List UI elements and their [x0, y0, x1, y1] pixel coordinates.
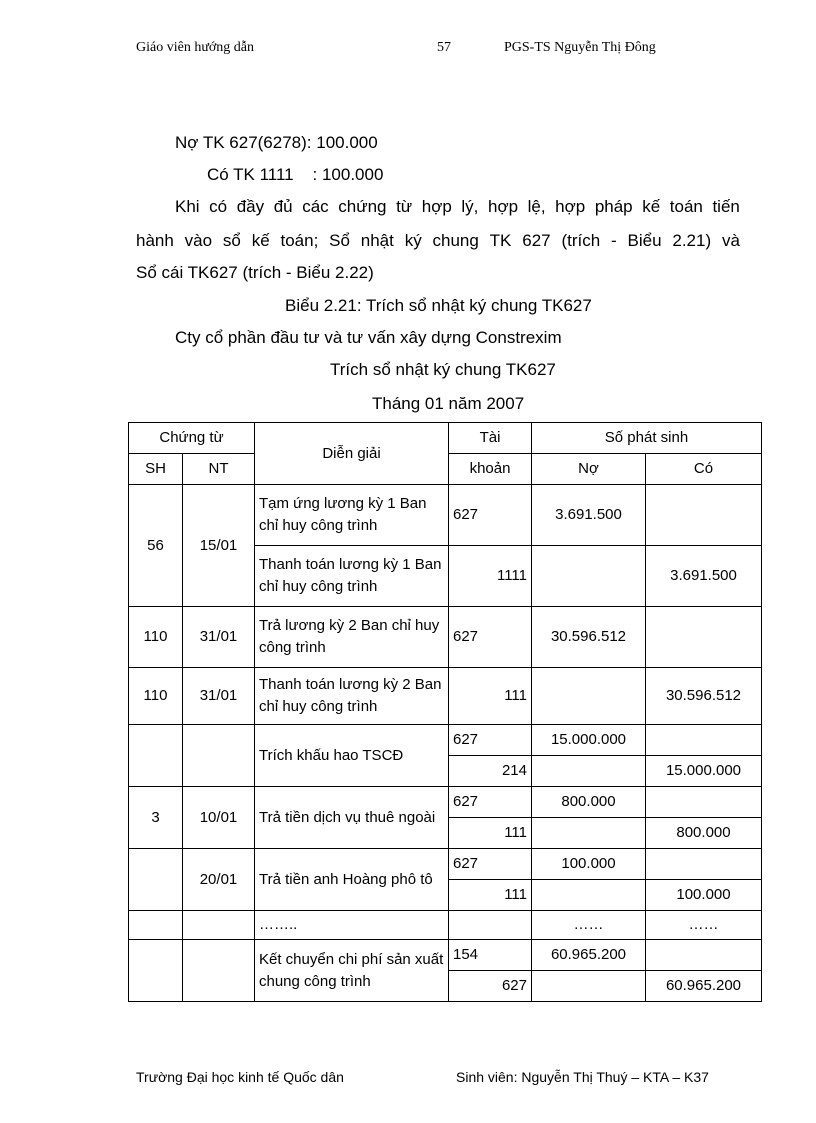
cell-account: 154: [449, 940, 532, 971]
word: 2.21): [672, 231, 712, 250]
word: kế: [642, 197, 661, 216]
cell-account: 214: [449, 756, 532, 787]
cell-debit: [532, 756, 646, 787]
cell-dien-giai: Thanh toán lương kỳ 1 Ban chỉ huy công trình: [255, 546, 449, 607]
figure-caption: Biểu 2.21: Trích sổ nhật ký chung TK627: [285, 296, 592, 315]
cell-sh: 110: [129, 607, 183, 668]
cell-nt: [183, 725, 255, 787]
cell-dien-giai: Tạm ứng lương kỳ 1 Ban chỉ huy công trình: [255, 485, 449, 546]
table-period: Tháng 01 năm 2007: [372, 394, 525, 413]
word: Sổ: [329, 231, 350, 250]
cell-debit: 800.000: [532, 787, 646, 818]
word: sổ: [222, 231, 241, 250]
header-co: Có: [646, 454, 762, 485]
cell-nt: 10/01: [183, 787, 255, 849]
table-header-row: [129, 423, 762, 454]
word: lệ,: [527, 197, 546, 216]
cell-credit: 800.000: [646, 818, 762, 849]
cell-dien-giai: Kết chuyển chi phí sản xuất chung công trình: [255, 940, 449, 1002]
header-sh: SH: [129, 454, 183, 485]
cell-dien-giai: Trả tiền dịch vụ thuê ngoài: [255, 787, 449, 849]
header-tai-khoan-1: Tài: [449, 423, 532, 454]
cell-nt: [183, 911, 255, 940]
cell-account: 627: [449, 485, 532, 546]
cell-account: 627: [449, 787, 532, 818]
word: chứng: [338, 197, 387, 216]
word: lý,: [461, 197, 479, 216]
table-row: [129, 849, 762, 880]
word: nhật: [360, 231, 394, 250]
cell-credit: 15.000.000: [646, 756, 762, 787]
word: Biểu: [627, 231, 662, 250]
word: (trích: [561, 231, 601, 250]
word: hợp: [487, 197, 519, 216]
journal-table: [128, 422, 762, 1002]
header-tai-khoan-2: khoản: [449, 454, 532, 485]
credit-line: Có TK 1111 : 100.000: [207, 165, 384, 184]
word: và: [721, 231, 740, 250]
word: toán: [669, 197, 703, 216]
cell-account: 111: [449, 880, 532, 911]
footer-left: Trường Đại học kinh tế Quốc dân: [136, 1069, 344, 1085]
cell-debit: [532, 818, 646, 849]
cell-nt: 15/01: [183, 485, 255, 607]
cell-debit: [532, 971, 646, 1002]
cell-account: 627: [449, 849, 532, 880]
word: hành: [136, 231, 174, 250]
cell-debit: [532, 880, 646, 911]
word: đủ: [273, 197, 293, 216]
cell-credit: [646, 725, 762, 756]
cell-debit: 3.691.500: [532, 485, 646, 546]
cell-debit: 100.000: [532, 849, 646, 880]
cell-account: 627: [449, 607, 532, 668]
cell-credit: 3.691.500: [646, 546, 762, 607]
paragraph-line-2: [136, 231, 740, 251]
footer-right: Sinh viên: Nguyễn Thị Thuý – KTA – K37: [456, 1069, 709, 1085]
table-row: [129, 485, 762, 546]
cell-sh: 110: [129, 668, 183, 725]
cell-nt: 31/01: [183, 668, 255, 725]
cell-sh: [129, 849, 183, 911]
header-dien-giai: Diễn giải: [255, 423, 449, 485]
header-left: Giáo viên hướng dẫn: [136, 40, 255, 55]
table-row: [129, 668, 762, 725]
cell-sh: [129, 911, 183, 940]
cell-account: 627: [449, 725, 532, 756]
cell-debit: [532, 668, 646, 725]
word: hợp: [555, 197, 586, 216]
cell-debit: 30.596.512: [532, 607, 646, 668]
word: có: [209, 197, 228, 216]
cell-credit: [646, 849, 762, 880]
cell-credit: 60.965.200: [646, 971, 762, 1002]
word: các: [302, 197, 329, 216]
table-title: Trích sổ nhật ký chung TK627: [330, 360, 556, 379]
paragraph-line-3: Sổ cái TK627 (trích - Biểu 2.22): [136, 263, 374, 282]
word: tiến: [712, 197, 740, 216]
debit-line: Nợ TK 627(6278): 100.000: [175, 133, 378, 152]
word: pháp: [594, 197, 633, 216]
word: TK: [489, 231, 512, 250]
cell-credit: 30.596.512: [646, 668, 762, 725]
cell-account: 1111: [449, 546, 532, 607]
cell-dien-giai: ……..: [255, 911, 449, 940]
cell-credit: 100.000: [646, 880, 762, 911]
cell-dien-giai: Trả tiền anh Hoàng phô tô: [255, 849, 449, 911]
cell-sh: [129, 725, 183, 787]
cell-debit: [532, 546, 646, 607]
word: hợp: [421, 197, 452, 216]
word: toán;: [280, 231, 319, 250]
word: Khi: [175, 197, 200, 216]
cell-debit: ……: [532, 911, 646, 940]
cell-sh: [129, 940, 183, 1002]
header-so-phat-sinh: Số phát sinh: [532, 423, 762, 454]
table-row: [129, 725, 762, 756]
table-row: [129, 911, 762, 940]
word: đầy: [236, 197, 265, 216]
cell-nt: 31/01: [183, 607, 255, 668]
cell-account: [449, 911, 532, 940]
cell-credit: [646, 787, 762, 818]
header-nt: NT: [183, 454, 255, 485]
word: kế: [251, 231, 270, 250]
header-no: Nợ: [532, 454, 646, 485]
word: từ: [396, 197, 413, 216]
word: ký: [404, 231, 422, 250]
table-row: [129, 787, 762, 818]
cell-nt: 20/01: [183, 849, 255, 911]
header-right: PGS-TS Nguyễn Thị Đông: [504, 40, 656, 55]
cell-credit: [646, 485, 762, 546]
word: vào: [184, 231, 213, 250]
cell-dien-giai: Thanh toán lương kỳ 2 Ban chỉ huy công trình: [255, 668, 449, 725]
cell-dien-giai: Trích khấu hao TSCĐ: [255, 725, 449, 787]
header-chung-tu: Chứng từ: [129, 423, 255, 454]
cell-account: 111: [449, 668, 532, 725]
cell-credit: [646, 940, 762, 971]
cell-nt: [183, 940, 255, 1002]
paragraph-line-1: [175, 197, 740, 217]
page-number: 57: [437, 40, 451, 55]
word: 627: [522, 231, 551, 250]
cell-sh: 3: [129, 787, 183, 849]
cell-account: 111: [449, 818, 532, 849]
cell-dien-giai: Trả lương kỳ 2 Ban chỉ huy công trình: [255, 607, 449, 668]
table-row: [129, 607, 762, 668]
word: -: [611, 231, 617, 250]
cell-account: 627: [449, 971, 532, 1002]
cell-credit: [646, 607, 762, 668]
word: chung: [432, 231, 479, 250]
cell-debit: 60.965.200: [532, 940, 646, 971]
cell-sh: 56: [129, 485, 183, 607]
cell-debit: 15.000.000: [532, 725, 646, 756]
cell-credit: ……: [646, 911, 762, 940]
table-row: [129, 940, 762, 971]
company-name: Cty cổ phần đầu tư và tư vấn xây dựng Constrexim: [175, 328, 562, 347]
